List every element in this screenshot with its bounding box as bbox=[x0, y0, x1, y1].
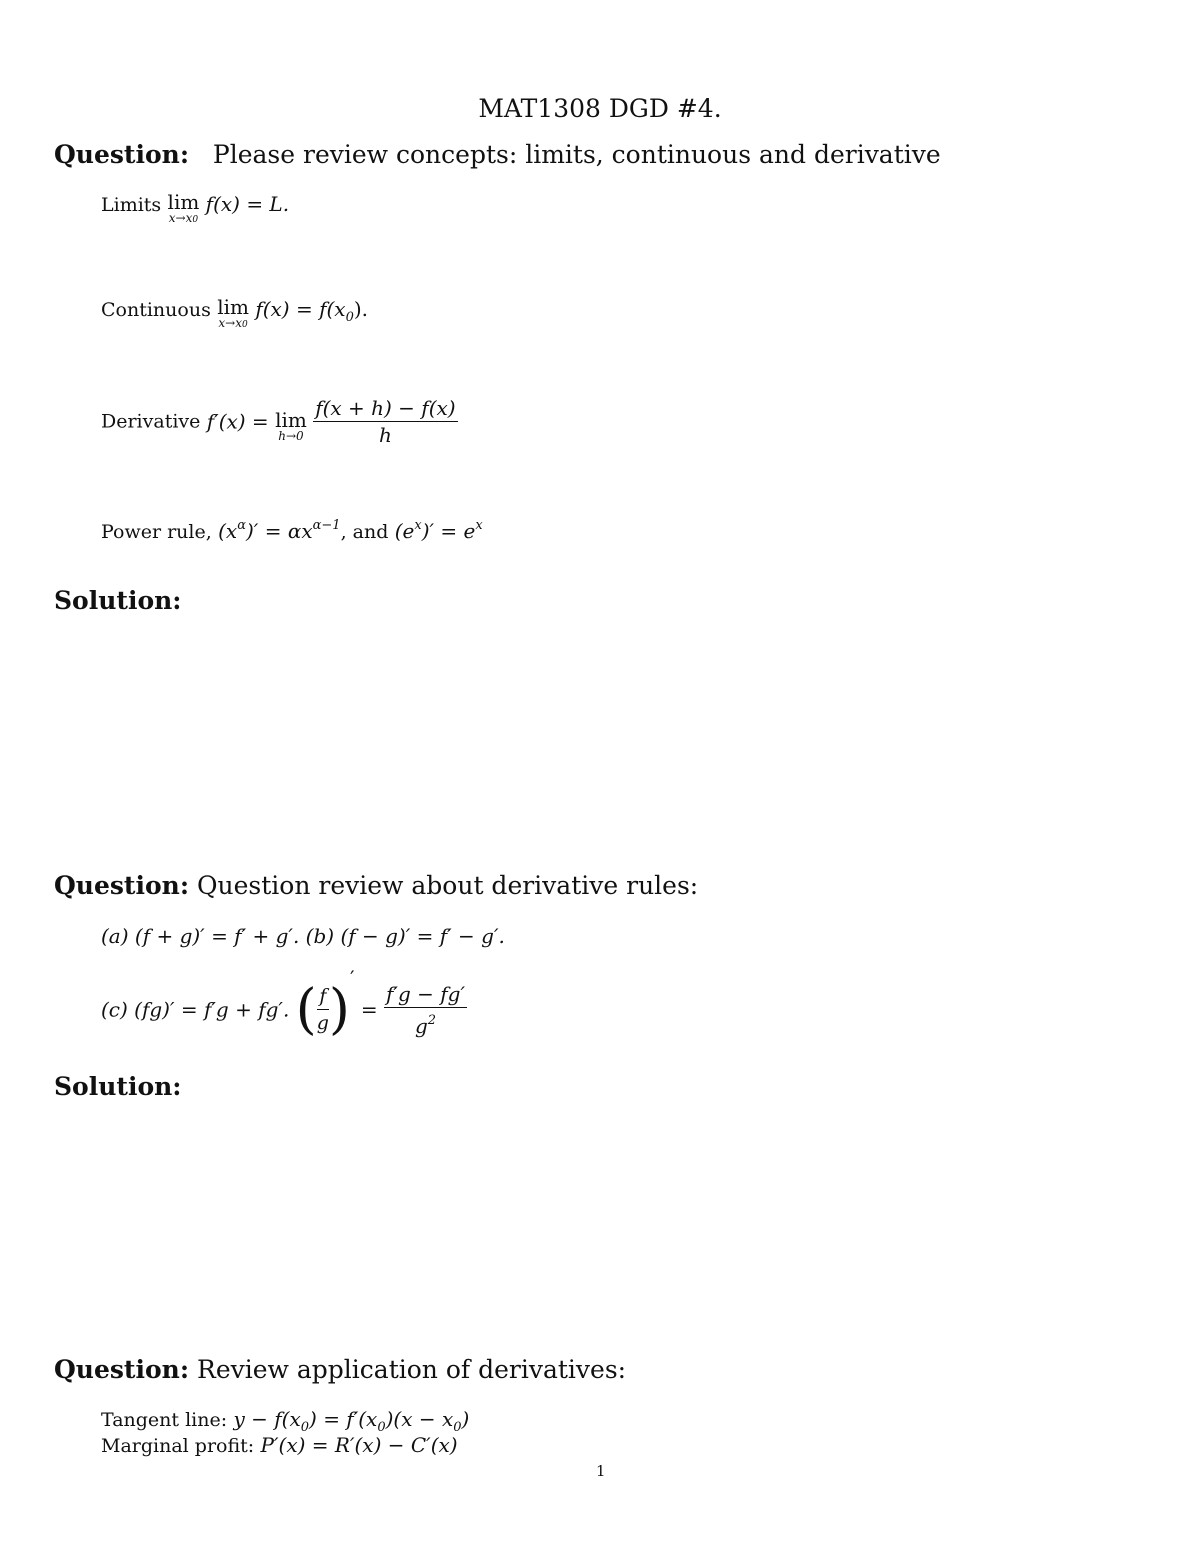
derivative-line bbox=[101, 397, 458, 446]
tangent-line bbox=[101, 1407, 469, 1435]
question-2-text: Question review about derivative rules: bbox=[197, 871, 699, 900]
power-rule-label: Power rule, bbox=[101, 521, 212, 543]
page-number: 1 bbox=[596, 1462, 606, 1480]
solution-2-label bbox=[54, 1072, 182, 1101]
limits-expression: f(x) = L. bbox=[205, 192, 290, 216]
limits-lim-under-text: x→x bbox=[168, 211, 193, 225]
derivative-lim-under: h→0 bbox=[278, 428, 304, 443]
derivative-lhs: f′(x) = bbox=[206, 409, 269, 434]
quotient-inner-fraction bbox=[317, 985, 329, 1034]
quotient-fraction bbox=[384, 983, 467, 1037]
question-3-heading bbox=[54, 1355, 626, 1384]
rules-ab-line bbox=[101, 924, 505, 948]
question-2-label: Question: bbox=[54, 871, 190, 900]
question-3-text: Review application of derivatives: bbox=[197, 1355, 627, 1384]
derivative-fraction bbox=[313, 397, 457, 446]
tangent-label: Tangent line: bbox=[101, 1409, 228, 1431]
continuous-lim-under-text: x→x bbox=[218, 316, 242, 330]
marginal-profit-line bbox=[101, 1433, 458, 1457]
question-1-heading bbox=[54, 140, 941, 169]
continuous-label: Continuous bbox=[101, 299, 211, 321]
marginal-expression: P′(x) = R′(x) − C′(x) bbox=[260, 1433, 458, 1457]
derivative-lim bbox=[275, 407, 307, 443]
question-1-text: Please review concepts: limits, continuous and derivative bbox=[212, 140, 941, 169]
question-1-label: Question: bbox=[54, 140, 190, 169]
limits-label: Limits bbox=[101, 194, 162, 216]
continuous-expression-text: f(x) = f(x bbox=[255, 297, 346, 321]
quotient-denominator: $g^2$ bbox=[414, 1012, 437, 1038]
limits-lim bbox=[168, 192, 200, 226]
rule-a: (a) (f + g)′ = f′ + g′. bbox=[101, 924, 300, 948]
solution-1-label bbox=[54, 586, 182, 615]
marginal-label: Marginal profit: bbox=[101, 1435, 255, 1457]
continuous-lim bbox=[217, 297, 249, 331]
quotient-denominator-text: g bbox=[414, 1013, 428, 1038]
quotient-inner-numerator: f bbox=[317, 985, 329, 1010]
left-paren: ( bbox=[295, 977, 317, 1041]
tangent-expression: $y - f(x_0) = f'(x_0)(x - x_0)$ bbox=[233, 1407, 470, 1435]
lim-word: lim bbox=[167, 190, 200, 214]
continuous-line bbox=[101, 297, 368, 331]
power-rule-line bbox=[101, 518, 483, 543]
right-paren: ) bbox=[328, 977, 350, 1041]
solution-1-label-text: Solution: bbox=[54, 586, 182, 615]
lim-word: lim bbox=[217, 295, 249, 319]
derivative-numerator: f(x + h) − f(x) bbox=[315, 396, 456, 420]
quotient-numerator: f′g − fg′ bbox=[386, 981, 465, 1006]
power-rule-and: , and bbox=[340, 521, 389, 543]
exp-rule-expression: $(e^x)' = e^x$ bbox=[394, 518, 483, 543]
power-rule-expression: $(x^\alpha)' = \alpha x^{\alpha-1}$ bbox=[218, 518, 341, 543]
document-title: MAT1308 DGD #4. bbox=[478, 94, 722, 123]
derivative-denominator: h bbox=[378, 423, 392, 447]
rule-c: (c) (fg)′ = f′g + fg′. bbox=[101, 997, 290, 1022]
solution-2-label-text: Solution: bbox=[54, 1072, 182, 1101]
rule-b: (b) (f − g)′ = f′ − g′. bbox=[305, 924, 505, 948]
lim-word: lim bbox=[275, 407, 307, 432]
continuous-lim-under: x→x0 bbox=[218, 316, 248, 330]
derivative-label: Derivative bbox=[101, 410, 201, 433]
quotient-inner-denominator: g bbox=[316, 1012, 329, 1034]
continuous-expression: $f(x) = f(x_0)$. bbox=[255, 297, 369, 325]
question-3-label: Question: bbox=[54, 1355, 190, 1384]
limits-line bbox=[101, 192, 289, 226]
rules-c-line: (c) (fg)′ = f′g + fg′. ( $\frac{f}{g}$ )′ = $\frac{f'g - fg'}{g^2}$ bbox=[101, 966, 465, 1041]
limits-lim-under: x→x0 bbox=[168, 211, 199, 225]
question-2-heading bbox=[54, 871, 698, 900]
